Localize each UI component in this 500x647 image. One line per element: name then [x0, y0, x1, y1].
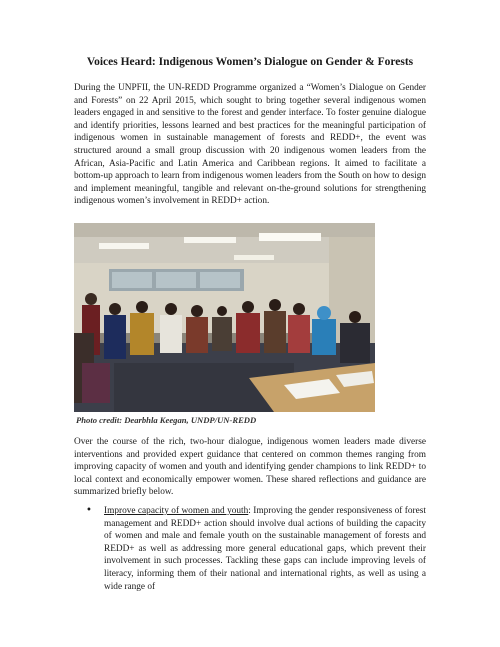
bullet-text: [104, 505, 426, 593]
document-title: Voices Heard: Indigenous Women’s Dialogue on Gender & Forests: [86, 56, 414, 68]
meeting-room-photo: [74, 223, 375, 412]
event-photo: [74, 223, 375, 412]
bullet-body: : Improving the gender responsiveness of forest management and REDD+ action should involve dual actions of building the capacity of women and male and female youth on the sustainable management of forests and REDD+ as well as addressing more general educational gaps, which prevent their involvement in such processes. Tackling these gaps can include improving levels of literacy, informing them of their national and international rights, as well as using a wide range of: [104, 506, 426, 592]
list-item: [74, 505, 426, 593]
intro-paragraph: During the UNPFII, the UN-REDD Programme organized a “Women’s Dialogue on Gender and Forests” on 22 April 2015, which sought to bring together several indigenous women leaders engaged in and sensitive to the forest and gender interface. To foster genuine dialogue and identify priorities, lessons learned and best practices for the meaningful participation of indigenous women in sustainable management of forests and REDD+, the event was structured around a small group discussion with 20 indigenous women leaders from the African, Asia-Pacific and Latin America and Caribbean regions. It aimed to facilitate a bottom-up approach to learn from indigenous women leaders from the South on how to design and implement meaningful, tangible and relevant on-the-ground solutions for strengthening indigenous women’s involvement in REDD+ action.: [74, 83, 426, 207]
summary-paragraph: Over the course of the rich, two-hour dialogue, indigenous women leaders made diverse interventions and provided expert guidance that centered on common themes ranging from improving capacity of women and youth and identifying gender champions to link REDD+ to local context and economically empower women. These shared reflections and guidance are summarized briefly below.: [74, 437, 426, 498]
themes-list: [74, 505, 426, 593]
bullet-heading: Improve capacity of women and youth: [104, 506, 249, 516]
photo-caption: Photo credit: Dearbhla Keegan, UNDP/UN-REDD: [76, 415, 257, 425]
bullet-marker: •: [86, 505, 92, 516]
